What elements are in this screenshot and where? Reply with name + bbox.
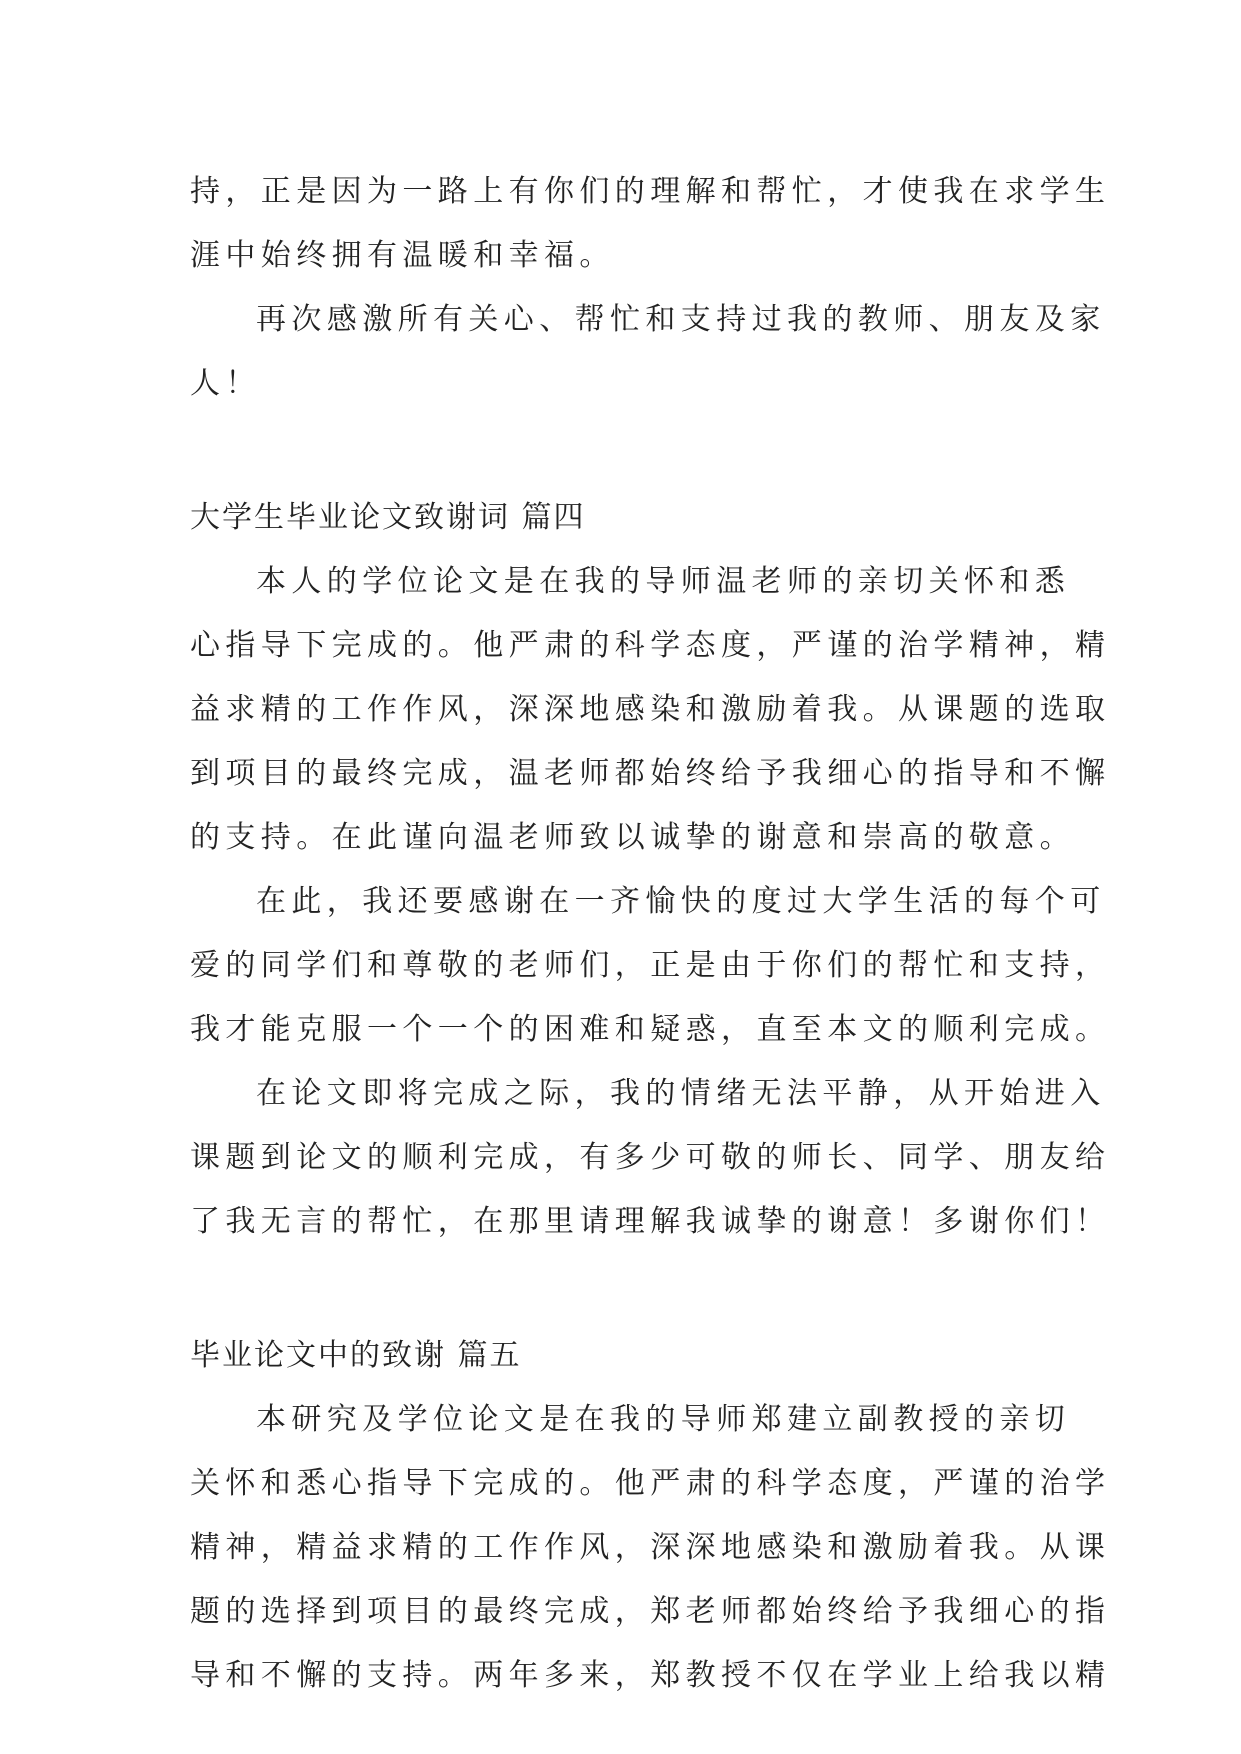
- paragraph: [190, 870, 1111, 1062]
- paragraph-line: 心指导下完成的。他严肃的科学态度，严谨的治学精神，精: [190, 628, 1111, 663]
- paragraph: [190, 1062, 1111, 1254]
- paragraph-line: 本研究及学位论文是在我的导师郑建立副教授的亲切: [256, 1402, 1071, 1437]
- paragraph: [190, 550, 1111, 870]
- paragraph-line: 精神，精益求精的工作作风，深深地感染和激励着我。从课: [190, 1530, 1111, 1565]
- paragraph-line: 爱的同学们和尊敬的老师们，正是由于你们的帮忙和支持，: [190, 948, 1111, 983]
- paragraph: [190, 288, 1106, 416]
- paragraph-line: 题的选择到项目的最终完成，郑老师都始终给予我细心的指: [190, 1594, 1111, 1629]
- section-heading: 毕业论文中的致谢 篇五: [190, 1338, 522, 1373]
- paragraph: [190, 1388, 1111, 1708]
- section-spacer: [190, 416, 1060, 486]
- paragraph-line: 的支持。在此谨向温老师致以诚挚的谢意和崇高的敬意。: [190, 820, 1075, 855]
- paragraph-line: 持，正是因为一路上有你们的理解和帮忙，才使我在求学生: [190, 174, 1111, 209]
- paragraph-line: 了我无言的帮忙，在那里请理解我诚挚的谢意！多谢你们！: [190, 1204, 1111, 1239]
- section-spacer: [190, 1254, 1060, 1324]
- paragraph-line: 在此，我还要感谢在一齐愉快的度过大学生活的每个可: [256, 884, 1106, 919]
- paragraph-line: 再次感激所有关心、帮忙和支持过我的教师、朋友及家: [256, 302, 1106, 337]
- paragraph-line: 我才能克服一个一个的困难和疑惑，直至本文的顺利完成。: [190, 1012, 1111, 1047]
- paragraph-line: 关怀和悉心指导下完成的。他严肃的科学态度，严谨的治学: [190, 1466, 1111, 1501]
- paragraph-line: 在论文即将完成之际，我的情绪无法平静，从开始进入: [256, 1076, 1106, 1111]
- paragraph-line: 涯中始终拥有温暖和幸福。: [190, 238, 615, 273]
- document-body: [190, 160, 1111, 1708]
- paragraph-line: 人！: [190, 366, 261, 401]
- paragraph-line: 导和不懈的支持。两年多来，郑教授不仅在学业上给我以精: [190, 1658, 1111, 1693]
- paragraph: [190, 160, 1111, 288]
- paragraph-line: 本人的学位论文是在我的导师温老师的亲切关怀和悉: [256, 564, 1071, 599]
- paragraph-line: 课题到论文的顺利完成，有多少可敬的师长、同学、朋友给: [190, 1140, 1111, 1175]
- section-heading: 大学生毕业论文致谢词 篇四: [190, 500, 586, 535]
- paragraph-line: 益求精的工作作风，深深地感染和激励着我。从课题的选取: [190, 692, 1111, 727]
- paragraph-line: 到项目的最终完成，温老师都始终给予我细心的指导和不懈: [190, 756, 1111, 791]
